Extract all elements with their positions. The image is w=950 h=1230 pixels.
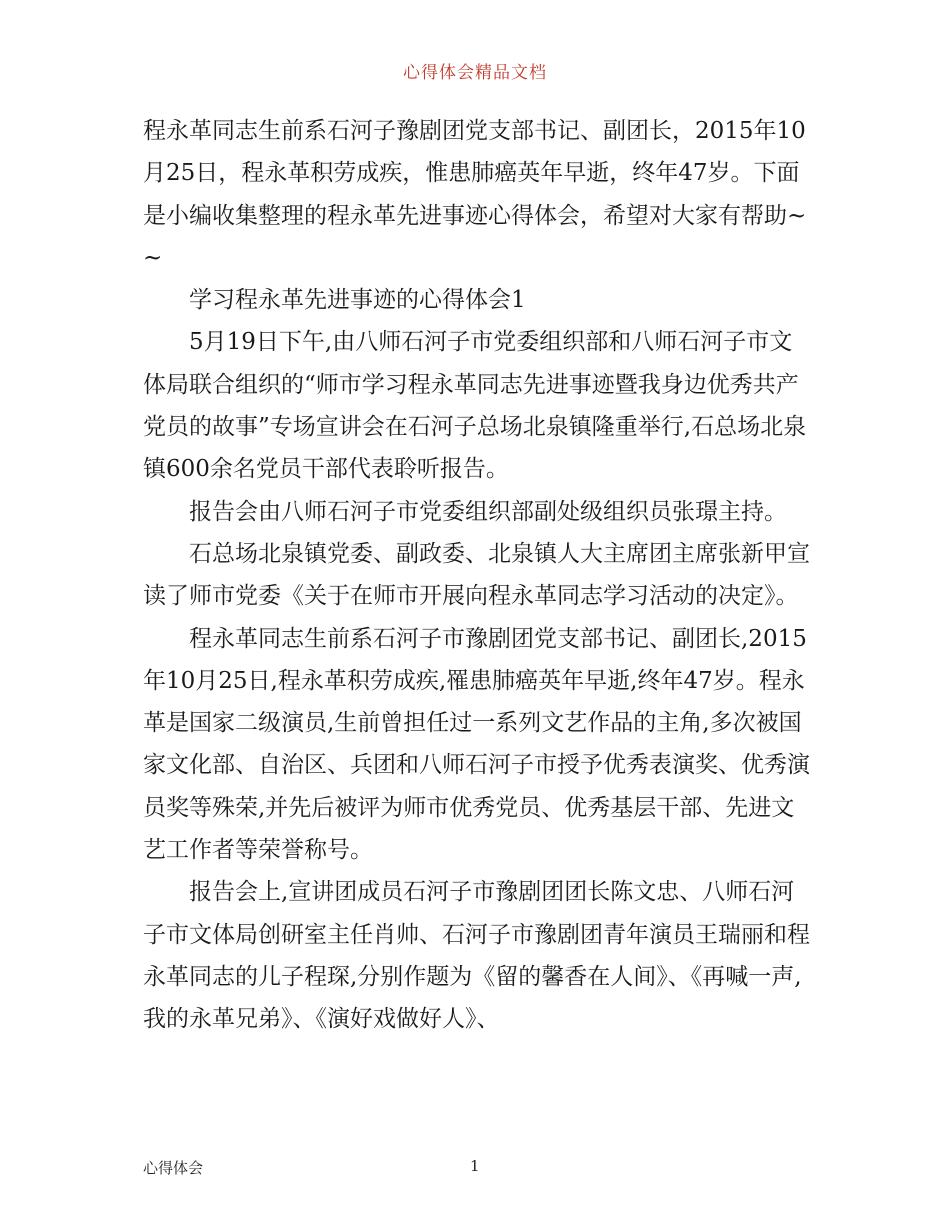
page-number: 1 [470,1157,480,1175]
document-body [143,110,813,1041]
paragraph-host: 报告会由八师石河子市党委组织部副处级组织员张璟主持。 [189,498,787,525]
paragraph-biography: 程永革同志生前系石河子市豫剧团党支部书记、副团长,2015年10月25日,程永革积劳成疾,罹患肺癌英年早逝,终年47岁。程永革是国家二级演员,生前曾担任过一系列文艺作品的主角,多次被国家文化部、自治区、兵团和八师石河子市授予优秀表演奖、优秀演员奖等殊荣,并先后被评为师市优秀党员、优秀基层干部、先进文艺工作者等荣誉称号。 [143,625,810,864]
paragraph-speakers: 报告会上,宣讲团成员石河子市豫剧团团长陈文忠、八师石河子市文体局创研室主任肖帅、石河子市豫剧团青年演员王瑞丽和程永革同志的儿子程琛,分别作题为《留的馨香在人间》、《再喊一声,我的永革兄弟》、《演好戏做好人》、 [143,879,810,1033]
paragraph-event: 5月19日下午,由八师石河子市党委组织部和八师石河子市文体局联合组织的“师市学习程永革同志先进事迹暨我身边优秀共产党员的故事”专场宣讲会在石河子总场北泉镇隆重举行,石总场北泉镇600余名党员干部代表聆听报告。 [143,329,807,483]
footer-label: 心得体会 [143,1159,204,1177]
paragraph-intro: 程永革同志生前系石河子豫剧团党支部书记、副团长，2015年10月25日，程永革积劳成疾，惟患肺癌英年早逝，终年47岁。下面是小编收集整理的程永革先进事迹心得体会，希望对大家有帮助~~ [143,118,807,271]
paragraph-decision: 石总场北泉镇党委、副政委、北泉镇人大主席团主席张新甲宣读了师市党委《关于在师市开展向程永革同志学习活动的决定》。 [143,540,810,610]
page-header-title: 心得体会精品文档 [403,63,547,83]
paragraph-heading: 学习程永革先进事迹的心得体会1 [189,287,526,314]
